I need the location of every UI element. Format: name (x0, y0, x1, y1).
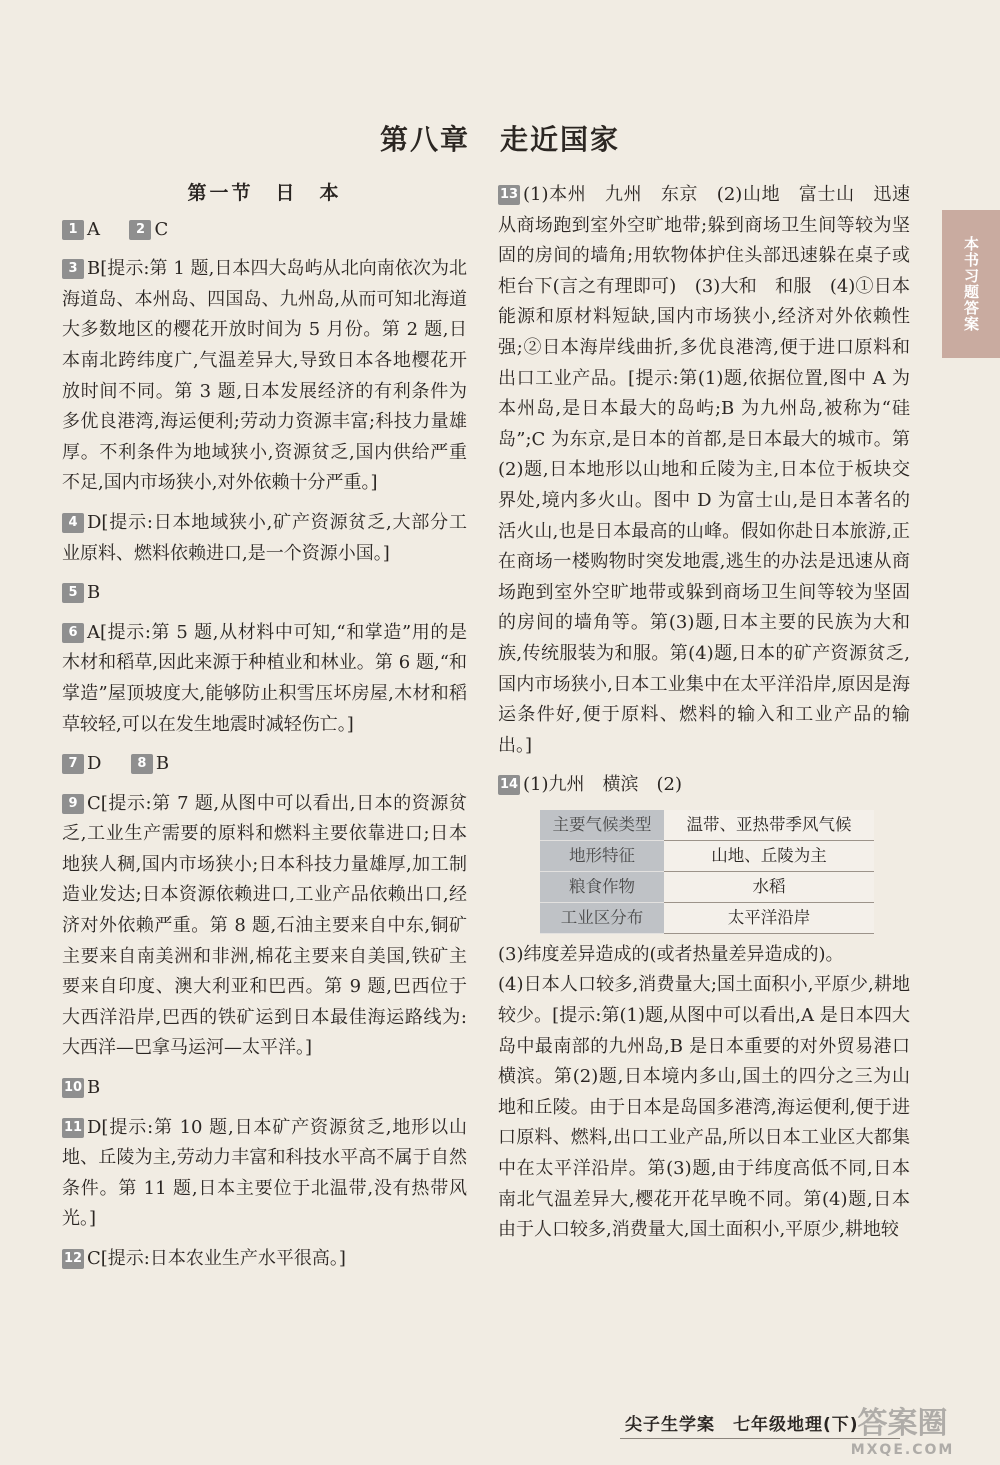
left-column (62, 178, 467, 1284)
answer-text: B (87, 582, 101, 604)
question-number-badge: 2 (129, 220, 151, 240)
answer-paragraph: (4)日本人口较多,消费量大;国土面积小,平原少,耕地较少。[提示:第(1)题,从图中可以看出,A 是日本四大岛中最南部的九州岛,B 是日本重要的对外贸易港口横滨。第(2)题,日本境内多山,国土的四分之三为山地和丘陵。由于日本是岛国多港湾,海运便利,便于进口原料、燃料,出口工业产品,所以日本工业区大都集中在太平洋沿岸。第(3)题,由于纬度高低不同,日本南北气温差异大,樱花开花早晚不同。第(4)题,日本由于人口较多,消费量大,国土面积小,平原少,耕地较 (498, 974, 910, 1241)
question-number-badge: 12 (62, 1249, 84, 1269)
answer-text: D[提示:日本地域狭小,矿产资源贫乏,大部分工业原料、燃料依赖进口,是一个资源小国。] (62, 511, 467, 564)
table-key-cell: 地形特征 (540, 840, 664, 871)
answer-item (62, 1073, 467, 1104)
answer-text: B[提示:第 1 题,日本四大岛屿从北向南依次为北海道岛、本州岛、四国岛、九州岛,从而可知北海道大多数地区的樱花开放时间为 5 月份。第 2 题,日本南北跨纬度广,气温差异大,导致日本各地樱花开放时间不同。第 3 题,日本发展经济的有利条件为多优良港湾,海运便利;劳动力资源丰富;科技力量雄厚。不利条件为地域狭小,资源贫乏,国内供给严重不足,国内市场狭小,对外依赖十分严重。] (62, 258, 467, 494)
answer-item (62, 1244, 467, 1275)
answer-text: C[提示:第 7 题,从图中可以看出,日本的资源贫乏,工业生产需要的原料和燃料主要依靠进口;日本地狭人稠,国内市场狭小;日本科技力量雄厚,加工制造业发达;日本资源依赖进口,工业产品依赖出口,经济对外依赖严重。第 8 题,石油主要来自中东,铜矿主要来自南美洲和非洲,棉花主要来自美国,铁矿主要来自印度、澳大利亚和巴西。第 9 题,巴西位于大西洋沿岸,巴西的铁矿运到日本最佳海运路线为:大西洋—巴拿马运河—太平洋。] (62, 792, 467, 1059)
answer-item (62, 1113, 467, 1235)
table-row (540, 810, 874, 841)
question-number-badge: 9 (62, 794, 84, 814)
answer-item (62, 508, 467, 569)
question-number-badge: 4 (62, 513, 84, 533)
answer-text: A (87, 218, 100, 240)
question-number-badge: 14 (498, 775, 520, 795)
table-key-cell: 工业区分布 (540, 902, 664, 933)
answer-item (498, 180, 910, 761)
table-value-cell: 水稻 (664, 871, 874, 902)
answer-text: (1)九州 横滨 (2) (523, 774, 682, 796)
answer-paragraph: (3)纬度差异造成的(或者热量差异造成的)。 (498, 943, 844, 965)
watermark-logo (820, 1398, 985, 1460)
answer-text: B (87, 1077, 101, 1099)
answer-text: D[提示:第 10 题,日本矿产资源贫乏,地形以山地、丘陵为主,劳动力丰富和科技水平高不属于自然条件。第 11 题,日本主要位于北温带,没有热带风光。] (62, 1116, 467, 1230)
answer-text: D (87, 753, 102, 775)
question-number-badge: 5 (62, 583, 84, 603)
question-number-badge: 3 (62, 259, 84, 279)
table-value-cell: 温带、亚热带季风气候 (664, 810, 874, 841)
watermark-sub: MXQE.COM (850, 1442, 955, 1458)
answer-item (62, 254, 467, 499)
answer-item (62, 618, 467, 740)
answer-item (62, 789, 467, 1064)
question-number-badge: 10 (62, 1078, 84, 1098)
table-row (540, 902, 874, 933)
table-value-cell: 山地、丘陵为主 (664, 840, 874, 871)
question-number-badge: 6 (62, 623, 84, 643)
question-number-badge: 8 (131, 754, 153, 774)
answer-item (62, 749, 467, 780)
watermark-main: 答案圈 (857, 1406, 948, 1441)
answer-text: C[提示:日本农业生产水平很高。] (87, 1248, 346, 1269)
side-tab: 本书习题答案 (942, 210, 1000, 358)
chapter-title: 第八章 走近国家 (379, 123, 620, 156)
answer-text: (1)本州 九州 东京 (2)山地 富士山 迅速从商场跑到室外空旷地带;躲到商场卫生间等较为坚固的房间的墙角;用软物体护住头部迅速躲在桌子或柜台下(言之有理即可) (3)大和 和服 (4)①日本能源和原材料短缺,国内市场狭小,经济对外依赖性强;②日本海岸线曲折,多优良港湾,便于进口原料和出口工业产品。[提示:第(1)题,依据位置,图中 A 为本州岛,是日本最大的岛屿;B 为九州岛,被称为“硅岛”;C 为东京,是日本的首都,是日本最大的城市。第(2)题,日本地形以山地和丘陵为主,日本位于板块交界处,境内多火山。图中 D 为富士山,是日本著名的活火山,也是日本最高的山峰。假如你赴日本旅游,正在商场一楼购物时突发地震,逃生的办法是迅速从商场跑到室外空旷地带或躲到商场卫生间等较为坚固的房间的墙角等。第(3)题,日本主要的民族为大和族,传统服装为和服。第(4)题,日本的矿产资源贫乏,国内市场狭小,日本工业集中在太平洋沿岸,原因是海运条件好,便于原料、燃料的输入和工业产品的输出。] (498, 184, 910, 756)
question-number-badge: 13 (498, 185, 520, 205)
table-key-cell: 粮食作物 (540, 871, 664, 902)
table-key-cell: 主要气候类型 (540, 810, 664, 841)
answer-item (498, 770, 910, 801)
footer-brand: 尖子生学案 (625, 1415, 715, 1435)
question-number-badge: 1 (62, 220, 84, 240)
question-number-badge: 7 (62, 754, 84, 774)
table-row (540, 871, 874, 902)
answer-text: B (155, 753, 170, 775)
answer-text: C (154, 218, 169, 240)
footer-course: 七年级地理(下) (733, 1415, 859, 1435)
right-column (498, 180, 910, 1246)
table-value-cell: 太平洋沿岸 (664, 902, 874, 933)
section-title: 第一节 日 本 (187, 182, 342, 204)
answer-text: A[提示:第 5 题,从材料中可知,“和掌造”用的是木材和稻草,因此来源于种植业和林业。第 6 题,“和掌造”屋顶坡度大,能够防止积雪压坏房屋,木材和稻草较轻,可以在发生地震时减轻伤亡。] (62, 621, 467, 735)
japan-summary-table (540, 810, 874, 934)
answer-item (62, 578, 467, 609)
table-row (540, 840, 874, 871)
question-number-badge: 11 (62, 1118, 84, 1138)
answer-item (62, 215, 467, 246)
